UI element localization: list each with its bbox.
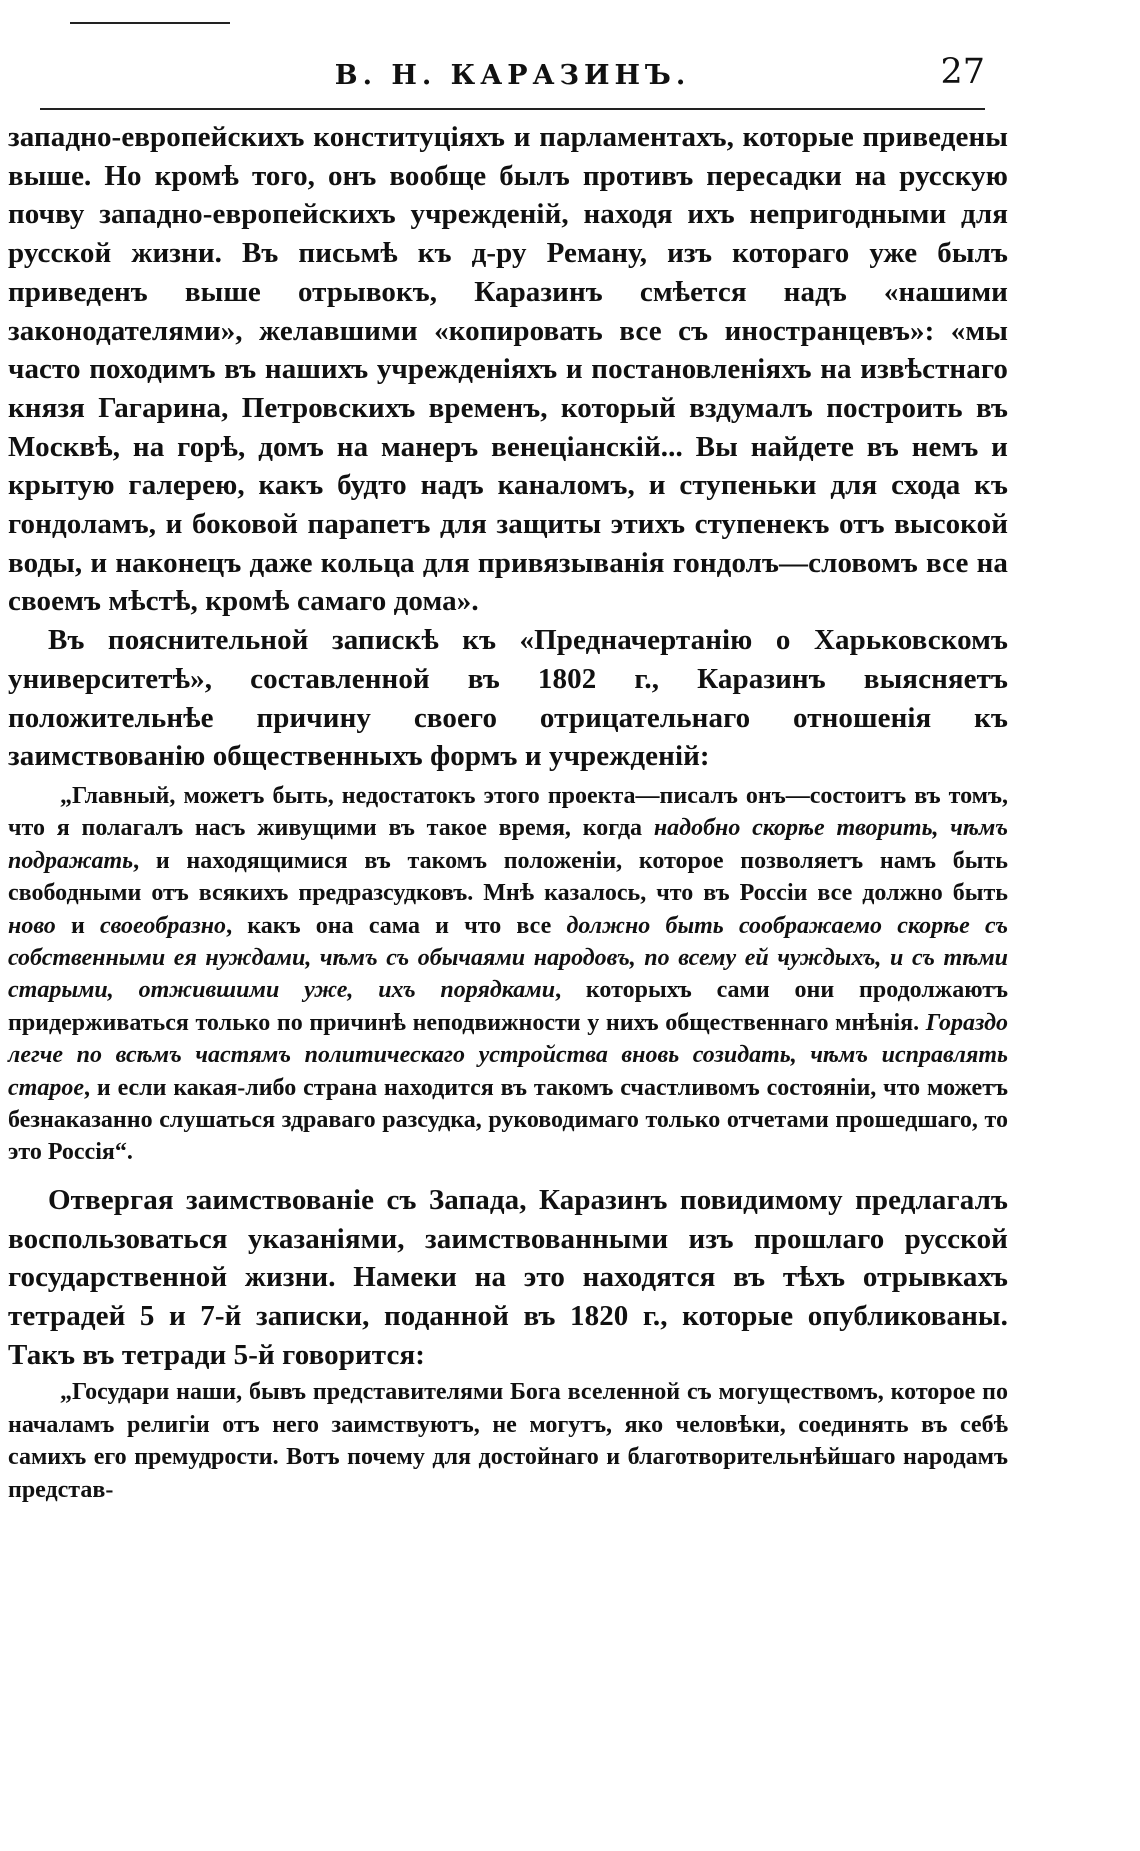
quote-1-emphasis: своеобразно (100, 912, 227, 939)
quote-1-part: , и находящимися въ такомъ положеніи, которое позволяетъ намъ быть свободными отъ всякихъ предразсудковъ. Мнѣ казалось, что въ Россіи все должно быть (8, 847, 1008, 907)
quote-1-part: , какъ она сама и что все (226, 912, 567, 939)
quote-1-part: „Главный, можетъ быть, недостатокъ этого проекта—писалъ онъ—состоитъ въ томъ, что я полагалъ насъ живущими въ такое время, когда (8, 782, 1008, 842)
quote-1-emphasis: Гораздо легче по всѣмъ частямъ политическаго устройства вновь созидать, чѣмъ исправлять старое (8, 1009, 1008, 1101)
quote-1-emphasis: надобно скорѣе творить, чѣмъ подражать (8, 815, 1009, 874)
quote-1-emphasis: должно быть соображаемо скорѣе съ собственными ея нуждами, чѣмъ съ обычаями народовъ, по всему ей чуждыхъ, и съ тѣми старыми, отжившими уже, ихъ порядками (8, 912, 1009, 1004)
quote-1 (8, 780, 1008, 1169)
running-title: В. Н. КАРАЗИНЪ. (334, 60, 691, 91)
top-short-rule (70, 22, 230, 24)
page-body (0, 118, 1008, 1506)
paragraph-2: Въ пояснительной запискѣ къ «Предначертанію о Харьковскомъ университетѣ», составленной въ 1802 г., Каразинъ выясняетъ положительнѣе причину своего отрицательнаго отношенія къ заимствованію общественныхъ формъ и учрежденій: (8, 624, 1008, 773)
header-rule (40, 108, 985, 110)
running-header (40, 50, 985, 108)
quote-1-emphasis: ново (8, 912, 56, 939)
page-number: 27 (940, 52, 985, 92)
quote-1-part: и (55, 912, 100, 939)
quote-2: „Государи наши, бывъ представителями Бога вселенной съ могуществомъ, которое по началамъ религіи отъ него заимствуютъ, не могутъ, яко человѣки, соединять въ себѣ самихъ его премудрости. Вотъ почему для достойнаго и благотворительнѣйшаго народамъ представ- (8, 1379, 1008, 1503)
paragraph-1: западно-европейскихъ конституціяхъ и парламентахъ, которые приведены выше. Но кромѣ того, онъ вообще былъ противъ пересадки на русскую почву западно-европейскихъ учрежденій, находя ихъ непригодными для русской жизни. Въ письмѣ къ д-ру Реману, изъ котораго уже былъ приведенъ выше отрывокъ, Каразинъ смѣется надъ «нашими законодателями», желавшими «копировать все съ иностранцевъ»: «мы часто походимъ въ нашихъ учрежденіяхъ и постановленіяхъ на извѣстнаго князя Гагарина, Петровскихъ временъ, который вздумалъ построить въ Москвѣ, на горѣ, домъ на манеръ венеціанскій... Вы найдете въ немъ и крытую галерею, какъ будто надъ каналомъ, и ступеньки для схода къ гондоламъ, и боковой парапетъ для защиты этихъ ступенекъ отъ высокой воды, и наконецъ даже кольца для привязыванія гондолъ—словомъ все на своемъ мѣстѣ, кромѣ самаго дома». (8, 121, 1008, 618)
quote-1-part: , и если какая-либо страна находится въ такомъ счастливомъ состояніи, что можетъ безнаказанно слушаться здраваго разсудка, руководимаго только отчетами прошедшаго, то это Россія“. (8, 1074, 1008, 1166)
paragraph-3: Отвергая заимствованіе съ Запада, Каразинъ повидимому предлагалъ воспользоваться указаніями, заимствованными изъ прошлаго русской государственной жизни. Намеки на это находятся въ тѣхъ отрывкахъ тетрадей 5 и 7-й записки, поданной въ 1820 г., которые опубликованы. Такъ въ тетради 5-й говорится: (8, 1183, 1008, 1371)
quote-1-part: , которыхъ сами они продолжаютъ придерживаться только по причинѣ неподвижности у нихъ общественнаго мнѣнія. (8, 977, 1008, 1036)
